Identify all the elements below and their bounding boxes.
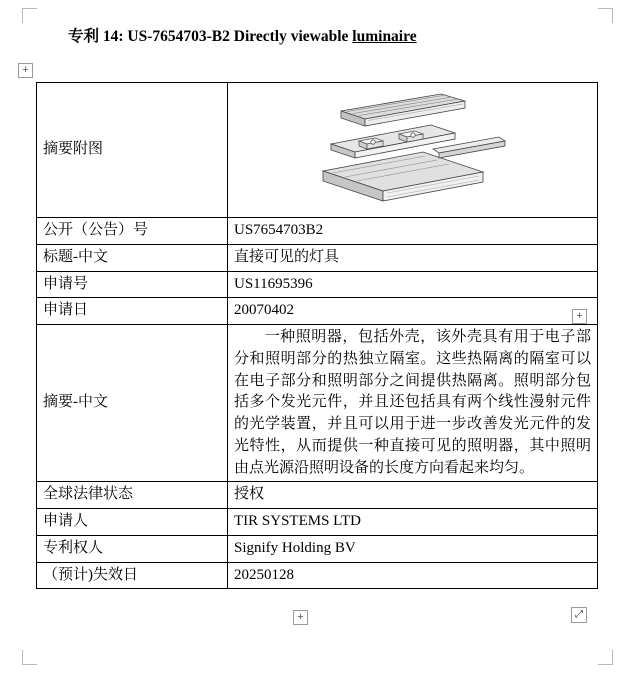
crop-mark-bottom-right [598,650,613,665]
add-row-left-handle[interactable]: + [18,63,33,78]
row-label-title-chinese: 标题-中文 [37,244,228,271]
row-value-application-date: 20070402 [228,298,598,325]
row-value-expiry-date: 20250128 [228,562,598,589]
table-row [37,482,598,509]
table-row [37,535,598,562]
row-label-abstract-chinese: 摘要-中文 [37,325,228,482]
row-label-expiry-date: （预计)失效日 [37,562,228,589]
page-title-prefix: 专利 14: [68,28,124,45]
table-row [37,509,598,536]
row-value-legal-status: 授权 [228,482,598,509]
row-value-title-chinese: 直接可见的灯具 [228,244,598,271]
table-row [37,298,598,325]
patent-info-table [36,82,598,589]
row-label-applicant: 申请人 [37,509,228,536]
add-row-bottom-handle[interactable]: + [293,610,308,625]
luminaire-assembly-diagram [234,85,591,215]
table-row [37,218,598,245]
page-title [68,24,417,46]
page-title-main: US-7654703-B2 Directly viewable [127,28,353,45]
add-column-right-handle[interactable]: + [572,309,587,324]
table-row [37,271,598,298]
crop-mark-top-right [598,8,613,23]
row-value-applicant: TIR SYSTEMS LTD [228,509,598,536]
row-label-application-number: 申请号 [37,271,228,298]
abstract-figure-cell [228,83,598,218]
crop-mark-top-left [22,8,37,23]
table-row [37,325,598,482]
table-row [37,562,598,589]
row-label-publication-number: 公开（公告）号 [37,218,228,245]
page-title-underlined: luminaire [352,28,417,45]
row-value-application-number: US11695396 [228,271,598,298]
row-label-legal-status: 全球法律状态 [37,482,228,509]
row-label-abstract-figure: 摘要附图 [37,83,228,218]
crop-mark-bottom-left [22,650,37,665]
table-row [37,244,598,271]
luminaire-assembly-figure [313,89,513,211]
table-row [37,83,598,218]
table-resize-grip[interactable]: ⤢ [571,607,587,623]
row-value-patentee: Signify Holding BV [228,535,598,562]
row-value-abstract-chinese [228,325,598,482]
row-label-application-date: 申请日 [37,298,228,325]
row-value-publication-number: US7654703B2 [228,218,598,245]
row-label-patentee: 专利权人 [37,535,228,562]
abstract-text: 一种照明器，包括外壳，该外壳具有用于电子部分和照明部分的热独立隔室。这些热隔离的隔室可以在电子部分和照明部分之间提供热隔离。照明部分包括多个发光元件，并且还包括具有两个线性漫射元件的光学装置，并且可以用于进一步改善发光元件的发光特性，从而提供一种直接可见的照明器，其中照明由点光源沿照明设备的长度方向看起来均匀。 [234,329,591,476]
